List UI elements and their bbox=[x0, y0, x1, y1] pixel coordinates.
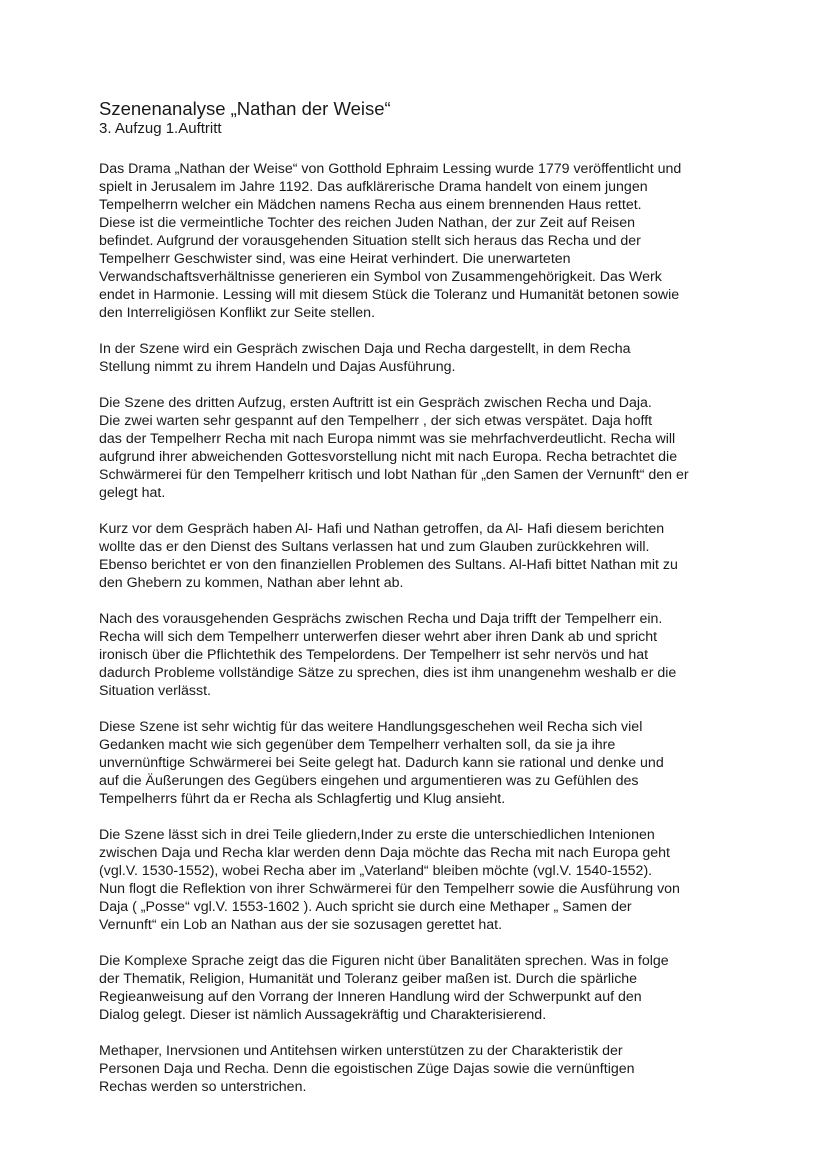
body-paragraph bbox=[99, 610, 739, 700]
body-paragraph bbox=[99, 394, 739, 502]
text-line: der Thematik, Religion, Humanität und Toleranz geiber maßen ist. Durch die spärliche bbox=[99, 971, 638, 987]
text-line: Das Drama „Nathan der Weise“ von Gotthold Ephraim Lessing wurde 1779 veröffentlicht und bbox=[99, 161, 682, 177]
text-line: wollte das er den Dienst des Sultans verlassen hat und zum Glauben zurückkehren will. bbox=[99, 539, 650, 555]
text-line: den Ghebern zu kommen, Nathan aber lehnt ab. bbox=[99, 575, 404, 591]
text-line: Stellung nimmt zu ihrem Handeln und Dajas Ausführung. bbox=[99, 359, 456, 375]
text-line: Situation verlässt. bbox=[99, 683, 211, 699]
text-line: Tempelherrs führt da er Recha als Schlagfertig und Klug ansieht. bbox=[99, 791, 506, 807]
body-paragraph bbox=[99, 160, 739, 322]
text-line: Nun flogt die Reflektion von ihrer Schwärmerei für den Tempelherr sowie die Ausführung von bbox=[99, 881, 680, 897]
text-line: spielt in Jerusalem im Jahre 1192. Das aufklärerische Drama handelt von einem jungen bbox=[99, 179, 648, 195]
text-line: auf die Äußerungen des Gegübers eingehen und argumentieren was zu Gefühlen des bbox=[99, 773, 639, 789]
text-line: gelegt hat. bbox=[99, 485, 166, 501]
text-line: befindet. Aufgrund der vorausgehenden Situation stellt sich heraus das Recha und der bbox=[99, 233, 641, 249]
text-line: zwischen Daja und Recha klar werden denn Daja möchte das Recha mit nach Europa geht bbox=[99, 845, 670, 861]
text-line: Gedanken macht wie sich gegenüber dem Tempelherr verhalten soll, da sie ja ihre bbox=[99, 737, 616, 753]
text-line: unvernünftige Schwärmerei bei Seite gelegt hat. Dadurch kann sie rational und denke und bbox=[99, 755, 664, 771]
text-line: Schwärmerei für den Tempelherr kritisch und lobt Nathan für „den Samen der Vernunft“ den er bbox=[99, 467, 689, 483]
body-paragraph bbox=[99, 1042, 739, 1096]
text-line: Tempelherr Geschwister sind, was eine Heirat verhindert. Die unerwarteten bbox=[99, 251, 571, 267]
text-line: Personen Daja und Recha. Denn die egoistischen Züge Dajas sowie die vernünftigen bbox=[99, 1061, 635, 1077]
text-line: Methaper, Inervsionen und Antitehsen wirken unterstützen zu der Charakteristik der bbox=[99, 1043, 623, 1059]
text-line: den Interreligiösen Konflikt zur Seite stellen. bbox=[99, 305, 376, 321]
body-paragraph bbox=[99, 340, 739, 376]
document-subtitle: 3. Aufzug 1.Auftritt bbox=[99, 120, 222, 137]
body-paragraph bbox=[99, 520, 739, 592]
text-line: Ebenso berichtet er von den finanziellen Problemen des Sultans. Al-Hafi bittet Nathan mit zu bbox=[99, 557, 678, 573]
text-line: Die Szene des dritten Aufzug, ersten Auftritt ist ein Gespräch zwischen Recha und Daja. bbox=[99, 395, 652, 411]
text-line: endet in Harmonie. Lessing will mit diesem Stück die Toleranz und Humanität betonen sowie bbox=[99, 287, 680, 303]
text-line: ironisch über die Pflichtethik des Tempelordens. Der Tempelherr ist sehr nervös und hat bbox=[99, 647, 649, 663]
text-line: Kurz vor dem Gespräch haben Al- Hafi und Nathan getroffen, da Al- Hafi diesem berichten bbox=[99, 521, 665, 537]
body-paragraph bbox=[99, 826, 739, 934]
body-paragraph bbox=[99, 718, 739, 808]
document-title: Szenenanalyse „Nathan der Weise“ bbox=[99, 98, 391, 119]
body-paragraph bbox=[99, 952, 739, 1024]
text-line: Diese Szene ist sehr wichtig für das weitere Handlungsgeschehen weil Recha sich viel bbox=[99, 719, 643, 735]
text-line: Die Szene lässt sich in drei Teile gliedern,Inder zu erste die unterschiedlichen Intenionen bbox=[99, 827, 655, 843]
text-line: (vgl.V. 1530-1552), wobei Recha aber im „Vaterland“ bleiben möchte (vgl.V. 1540-1552). bbox=[99, 863, 653, 879]
text-line: Vernunft“ ein Lob an Nathan aus der sie sozusagen gerettet hat. bbox=[99, 917, 503, 933]
text-line: Daja ( „Posse“ vgl.V. 1553-1602 ). Auch spricht sie durch eine Methaper „ Samen der bbox=[99, 899, 632, 915]
text-line: Rechas werden so unterstrichen. bbox=[99, 1079, 307, 1095]
text-line: Recha will sich dem Tempelherr unterwerfen dieser wehrt aber ihren Dank ab und spricht bbox=[99, 629, 658, 645]
text-line: das der Tempelherr Recha mit nach Europa nimmt was sie mehrfachverdeutlicht. Recha will bbox=[99, 431, 676, 447]
text-line: Die Komplexe Sprache zeigt das die Figuren nicht über Banalitäten sprechen. Was in folge bbox=[99, 953, 669, 969]
text-line: Diese ist die vermeintliche Tochter des reichen Juden Nathan, der zur Zeit auf Reisen bbox=[99, 215, 635, 231]
text-line: dadurch Probleme vollständige Sätze zu sprechen, dies ist ihm unangenehm weshalb er die bbox=[99, 665, 677, 681]
text-line: Tempelherrn welcher ein Mädchen namens Recha aus einem brennenden Haus rettet. bbox=[99, 197, 642, 213]
text-line: In der Szene wird ein Gespräch zwischen Daja und Recha dargestellt, in dem Recha bbox=[99, 341, 631, 357]
document-body bbox=[99, 160, 739, 1096]
text-line: Nach des vorausgehenden Gesprächs zwischen Recha und Daja trifft der Tempelherr ein. bbox=[99, 611, 663, 627]
text-line: Regieanweisung auf den Vorrang der Inneren Handlung wird der Schwerpunkt auf den bbox=[99, 989, 642, 1005]
text-line: Verwandschaftsverhältnisse generieren ein Symbol von Zusammengehörigkeit. Das Werk bbox=[99, 269, 662, 285]
text-line: aufgrund ihrer abweichenden Gottesvorstellung nicht mit nach Europa. Recha betrachtet die bbox=[99, 449, 678, 465]
document-content bbox=[99, 98, 739, 1114]
text-line: Die zwei warten sehr gespannt auf den Tempelherr , der sich etwas verspätet. Daja hofft bbox=[99, 413, 653, 429]
text-line: Dialog gelegt. Dieser ist nämlich Aussagekräftig und Charakterisierend. bbox=[99, 1007, 547, 1023]
